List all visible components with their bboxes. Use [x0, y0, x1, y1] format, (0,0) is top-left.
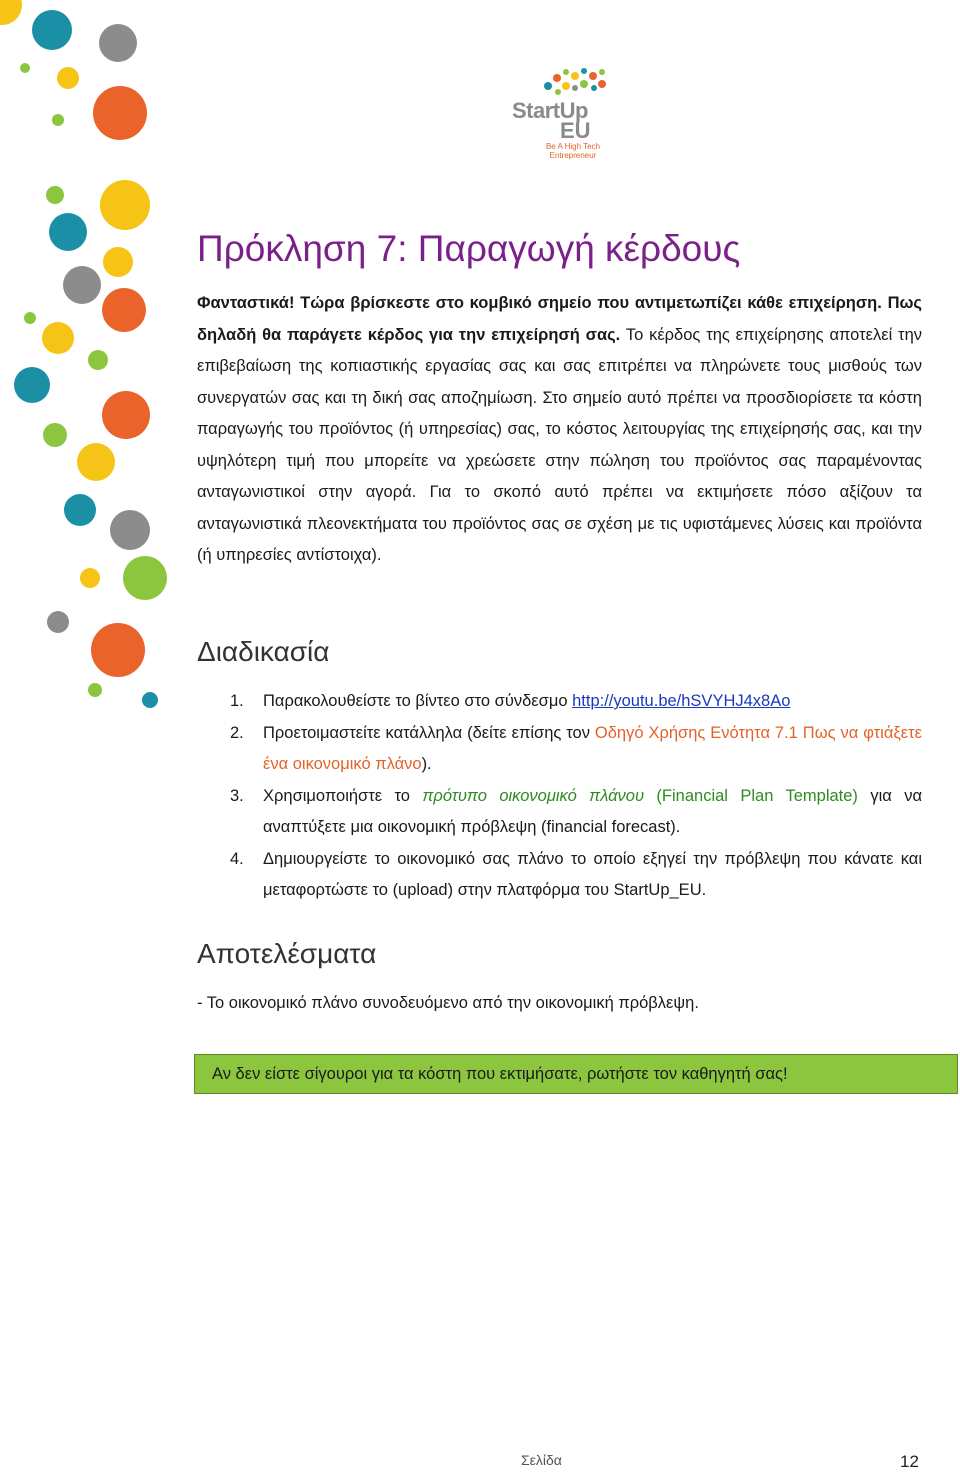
dot	[123, 556, 167, 600]
dot	[47, 611, 69, 633]
results-heading: Αποτελέσματα	[197, 938, 377, 969]
dot	[103, 247, 133, 277]
logo-dots	[508, 62, 618, 102]
step-number: 4.	[230, 849, 244, 868]
dot	[110, 510, 150, 550]
step-number: 3.	[230, 786, 244, 805]
list-item: 1. Παρακολουθείστε το βίντεο στο σύνδεσμο http://youtu.be/hSVYHJ4x8Ao	[197, 686, 922, 718]
dot	[42, 322, 74, 354]
dot	[142, 692, 158, 708]
tip-box: Αν δεν είστε σίγουροι για τα κόστη που εκτιμήσατε, ρωτήστε τον καθηγητή σας!	[194, 1054, 958, 1094]
dot	[49, 213, 87, 251]
logo-wordmark: StartUp	[512, 98, 588, 123]
dot	[20, 63, 30, 73]
list-item: 2. Προετοιμαστείτε κατάλληλα (δείτε επίσης τον Οδηγό Χρήσης Ενότητα 7.1 Πως να φτιάξετε ένα οικονομικό πλάνο).	[197, 718, 922, 781]
decorative-dots	[0, 0, 190, 720]
dot	[57, 67, 79, 89]
dot	[100, 180, 150, 230]
user-guide-link[interactable]: Οδηγό Χρήσης Ενότητα 7.1 Πως να φτιάξετε ένα οικονομικό πλάνο	[263, 723, 922, 773]
intro-bold-text: Φανταστικά! Τώρα βρίσκεστε στο κομβικό σημείο που αντιμετωπίζει κάθε επιχείρηση. Πως δηλαδή θα παράγετε κέρδος για την επιχείρησή σας.	[197, 294, 922, 344]
dot	[88, 350, 108, 370]
procedure-heading: Διαδικασία	[197, 636, 330, 667]
dot	[102, 288, 146, 332]
dot	[102, 391, 150, 439]
list-item: 4. Δημιουργείστε το οικονομικό σας πλάνο το οποίο εξηγεί την πρόβλεψη που κάνατε και μεταφορτώστε το (upload) στην πλατφόρμα του StartUp_EU.	[197, 844, 922, 907]
step-number: 1.	[230, 692, 244, 710]
dot	[63, 266, 101, 304]
dot	[32, 10, 72, 50]
step-number: 2.	[230, 723, 244, 742]
dot	[64, 494, 96, 526]
dot	[91, 623, 145, 677]
dot	[14, 367, 50, 403]
footer-page-number: 12	[900, 1452, 919, 1471]
dot	[52, 114, 64, 126]
startup-eu-logo	[508, 62, 618, 162]
logo-tagline: Be A High Tech Entrepreneur	[545, 142, 601, 160]
dot	[99, 24, 137, 62]
list-item: 3. Χρησιμοποιήστε το πρότυπο οικονομικό πλάνου (Financial Plan Template) για να αναπτύξετε μια οικονομική πρόβλεψη (financial forecast).	[197, 781, 922, 844]
dot	[77, 443, 115, 481]
dot	[24, 312, 36, 324]
footer-page-label: Σελίδα	[521, 1452, 562, 1468]
dot	[80, 568, 100, 588]
intro-body-text: Το κέρδος της επιχείρησης αποτελεί την επιβεβαίωση της κοπιαστικής εργασίας σας και σας επιτρέπει να πληρώνετε τους μισθούς των συνεργατών σας και τη δική σας αποζημίωση. Στο σημείο αυτό πρέπει να προσδιορίσετε τα κόστη παραγωγής του προϊόντος (ή υπηρεσίας) σας, το κόστος λειτουργίας της επιχείρησής σας, και την υψηλότερη τιμή που μπορείτε να χρεώσετε στην πώληση του προϊόντος σας παραμένοντας ανταγωνιστικοί στην αγορά. Για το σκοπό αυτό πρέπει να εκτιμήσετε πόσο αξίζουν τα ανταγωνιστικά πλεονεκτήματα του προϊόντος σας σε σχέση με τις υφιστάμενες λύσεις και προϊόντα (ή υπηρεσίες αντίστοιχα).	[197, 325, 923, 564]
intro-paragraph	[197, 288, 922, 572]
dot	[88, 683, 102, 697]
dot	[43, 423, 67, 447]
procedure-steps	[197, 686, 922, 907]
dot	[93, 86, 147, 140]
results-text: - Το οικονομικό πλάνο συνοδευόμενο από την οικονομική πρόβλεψη.	[197, 994, 699, 1012]
dot	[0, 0, 22, 25]
financial-template-link[interactable]: πρότυπο οικονομικό πλάνου (Financial Plan Template)	[422, 786, 858, 805]
dot	[46, 186, 64, 204]
logo-eu: EU	[560, 118, 591, 143]
video-link[interactable]: http://youtu.be/hSVYHJ4x8Ao	[572, 692, 791, 710]
page-title: Πρόκληση 7: Παραγωγή κέρδους	[197, 228, 741, 269]
